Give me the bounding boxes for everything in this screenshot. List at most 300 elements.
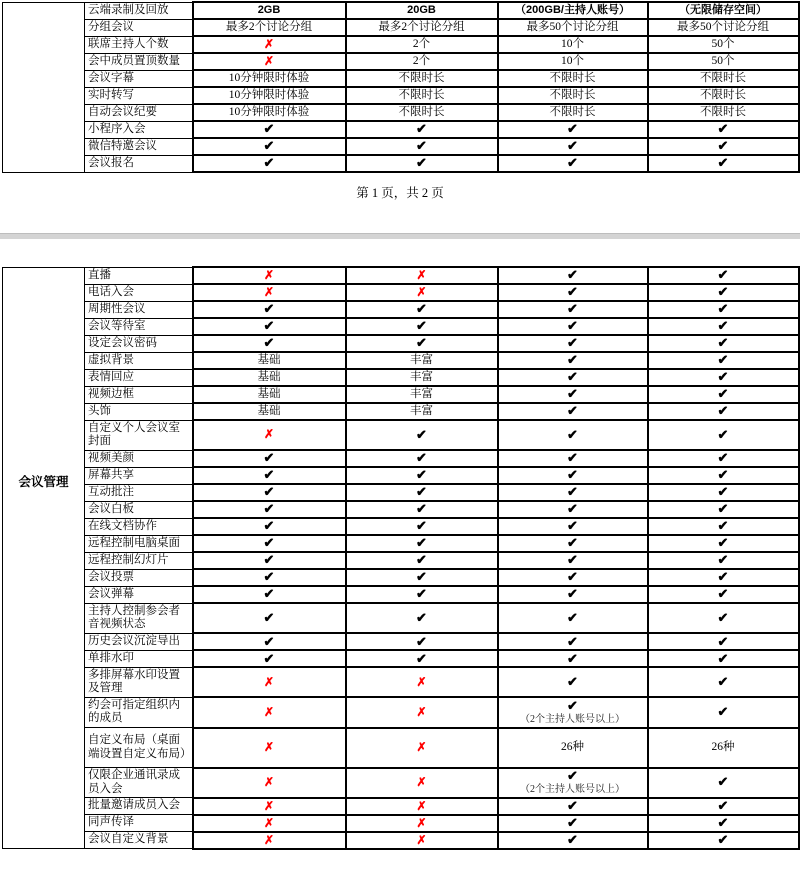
group-label-cell: [3, 267, 85, 849]
table-row: [3, 467, 799, 484]
check-icon: ✔: [717, 301, 729, 317]
value-text: 10分钟限时体验: [228, 105, 310, 118]
value-cell: [193, 518, 346, 535]
check-icon: ✔: [263, 650, 275, 666]
value-cell: [648, 104, 799, 121]
check-icon: ✔: [416, 467, 427, 483]
row-label: 会议弹幕: [85, 586, 193, 603]
value-text: 20GB: [407, 4, 436, 17]
table-row: [3, 832, 799, 849]
row-label: 互动批注: [85, 484, 193, 501]
check-icon: ✔: [717, 155, 729, 171]
table-row: [3, 633, 799, 650]
value-text: 26种: [711, 740, 735, 753]
value-cell: [193, 335, 346, 352]
check-icon: ✔: [263, 335, 275, 351]
table-row: [3, 87, 799, 104]
value-cell: [498, 569, 648, 586]
check-icon: ✔: [416, 121, 427, 137]
row-label: 小程序入会: [85, 121, 193, 138]
value-cell: [346, 518, 498, 535]
value-cell: [193, 728, 346, 768]
value-cell: [193, 420, 346, 450]
value-cell: [346, 768, 498, 798]
value-cell: [498, 53, 648, 70]
value-cell: [498, 352, 648, 369]
value-cell: [346, 267, 498, 284]
value-cell: [193, 697, 346, 727]
check-icon: ✔: [567, 797, 578, 813]
value-cell: [193, 155, 346, 172]
cross-icon: ✗: [416, 267, 427, 282]
value-cell: [648, 386, 799, 403]
check-icon: ✔: [717, 552, 729, 568]
value-cell: [346, 403, 498, 420]
value-cell: [648, 603, 799, 633]
value-cell: [346, 552, 498, 569]
row-label: 虚拟背景: [85, 352, 193, 369]
feature-table-page2-body: [3, 267, 799, 849]
check-icon: ✔: [567, 814, 578, 830]
value-cell: [498, 121, 648, 138]
table-row: [3, 768, 799, 798]
value-text: （200GB/主持人账号）: [515, 4, 630, 17]
table-row: [3, 535, 799, 552]
value-cell: [498, 70, 648, 87]
value-cell: [648, 369, 799, 386]
value-cell: [193, 832, 346, 849]
table-row: [3, 386, 799, 403]
check-icon: ✔: [416, 586, 427, 602]
check-icon: ✔: [567, 535, 578, 551]
table-row: [3, 403, 799, 420]
table-row: [3, 2, 799, 19]
value-cell: [498, 650, 648, 667]
check-icon: ✔: [717, 586, 729, 602]
value-cell: [648, 535, 799, 552]
value-cell: [346, 104, 498, 121]
check-icon: ✔: [263, 586, 275, 602]
check-icon: ✔: [717, 831, 729, 847]
value-cell: [498, 586, 648, 603]
value-cell: [498, 768, 648, 798]
check-icon: ✔: [717, 814, 729, 830]
value-cell: [193, 318, 346, 335]
value-cell: [346, 155, 498, 172]
value-cell: [648, 70, 799, 87]
value-cell: [193, 2, 346, 19]
check-icon: ✔: [263, 484, 275, 500]
table-row: [3, 36, 799, 53]
check-icon: ✔: [416, 552, 427, 568]
row-label: 仅限企业通讯录成员入会: [85, 768, 193, 798]
value-cell: [193, 301, 346, 318]
table-row: [3, 650, 799, 667]
cross-icon: ✗: [416, 674, 427, 689]
table-row: [3, 335, 799, 352]
table-row: [3, 798, 799, 815]
value-cell: [648, 318, 799, 335]
row-label: 微信特邀会议: [85, 138, 193, 155]
check-icon: ✔: [567, 698, 578, 714]
row-label: 联席主持人个数: [85, 36, 193, 53]
value-cell: [498, 815, 648, 832]
value-text: 不限时长: [700, 88, 746, 101]
value-cell: [648, 768, 799, 798]
value-text: 50个: [711, 37, 735, 50]
cross-icon: ✗: [263, 53, 275, 68]
value-cell: [498, 138, 648, 155]
row-label: 会议投票: [85, 569, 193, 586]
table-row: [3, 697, 799, 727]
value-text: 丰富: [410, 387, 433, 400]
value-cell: [346, 450, 498, 467]
value-cell: [346, 501, 498, 518]
cross-icon: ✗: [263, 832, 275, 847]
value-cell: [498, 467, 648, 484]
check-icon: ✔: [567, 121, 578, 137]
value-text: 不限时长: [398, 105, 445, 118]
cross-icon: ✗: [263, 815, 275, 830]
value-cell: [648, 19, 799, 36]
check-icon: ✔: [567, 301, 578, 317]
value-cell: [346, 386, 498, 403]
table-row: [3, 586, 799, 603]
check-icon: ✔: [717, 484, 729, 500]
row-label: 约会可指定组织内的成员: [85, 697, 193, 727]
check-icon: ✔: [567, 335, 578, 351]
value-cell: [648, 650, 799, 667]
value-cell: [648, 301, 799, 318]
value-text: 10个: [561, 54, 584, 67]
check-icon: ✔: [717, 674, 729, 690]
value-cell: [193, 70, 346, 87]
check-icon: ✔: [567, 501, 578, 517]
check-icon: ✔: [416, 501, 427, 517]
value-cell: [648, 450, 799, 467]
value-cell: [498, 87, 648, 104]
row-label: 同声传译: [85, 815, 193, 832]
value-cell: [648, 138, 799, 155]
value-cell: [346, 535, 498, 552]
check-icon: ✔: [567, 284, 578, 300]
value-cell: [193, 19, 346, 36]
row-label: 会议等待室: [85, 318, 193, 335]
value-cell: [498, 832, 648, 849]
check-icon: ✔: [263, 552, 275, 568]
row-label: 在线文档协作: [85, 518, 193, 535]
row-label: 表情回应: [85, 369, 193, 386]
check-icon: ✔: [717, 335, 729, 351]
table-row: [3, 284, 799, 301]
row-label: 电话入会: [85, 284, 193, 301]
check-icon: ✔: [567, 138, 578, 154]
value-cell: [648, 728, 799, 768]
value-cell: [648, 403, 799, 420]
value-cell: [193, 650, 346, 667]
check-icon: ✔: [717, 535, 729, 551]
cross-icon: ✗: [416, 815, 427, 830]
value-cell: [346, 467, 498, 484]
value-cell: [346, 352, 498, 369]
check-icon: ✔: [567, 450, 578, 466]
value-cell: [346, 484, 498, 501]
row-label: 会中成员置顶数量: [85, 53, 193, 70]
cross-icon: ✗: [263, 284, 275, 299]
value-cell: [648, 569, 799, 586]
value-cell: [648, 501, 799, 518]
value-cell: [346, 798, 498, 815]
row-label: 主持人控制参会者音视频状态: [85, 603, 193, 633]
check-icon: ✔: [416, 535, 427, 551]
check-icon: ✔: [416, 138, 427, 154]
value-cell: [498, 667, 648, 697]
value-cell: [193, 284, 346, 301]
table-row: [3, 155, 799, 172]
feature-table-page1: [2, 1, 800, 173]
check-icon: ✔: [567, 610, 578, 626]
value-cell: [498, 267, 648, 284]
value-cell: [498, 386, 648, 403]
check-icon: ✔: [717, 386, 729, 402]
value-cell: [648, 667, 799, 697]
value-text: 2个: [412, 37, 431, 50]
table-row: [3, 70, 799, 87]
check-icon: ✔: [717, 569, 729, 585]
value-cell: [346, 586, 498, 603]
value-cell: [648, 335, 799, 352]
check-icon: ✔: [567, 569, 578, 585]
cross-icon: ✗: [416, 704, 427, 719]
check-icon: ✔: [567, 403, 578, 419]
check-icon: ✔: [717, 797, 729, 813]
check-icon: ✔: [717, 704, 729, 720]
value-cell: [346, 87, 498, 104]
value-cell: [648, 815, 799, 832]
check-icon: ✔: [416, 518, 427, 534]
page-break-divider: [0, 233, 800, 239]
table-row: [3, 53, 799, 70]
value-cell: [346, 832, 498, 849]
value-cell: [346, 318, 498, 335]
check-icon: ✔: [717, 501, 729, 517]
check-icon: ✔: [717, 774, 729, 790]
value-cell: [346, 633, 498, 650]
value-cell: [648, 420, 799, 450]
value-cell: [193, 403, 346, 420]
value-cell: [498, 318, 648, 335]
cross-icon: ✗: [416, 832, 427, 847]
value-text: 丰富: [410, 353, 433, 366]
value-text: 10分钟限时体验: [228, 88, 310, 101]
row-label: 实时转写: [85, 87, 193, 104]
row-label: 远程控制电脑桌面: [85, 535, 193, 552]
value-cell: [648, 155, 799, 172]
table-row: [3, 728, 799, 768]
check-icon: ✔: [717, 267, 729, 283]
check-icon: ✔: [717, 121, 729, 137]
check-icon: ✔: [416, 318, 427, 334]
value-cell: [648, 36, 799, 53]
value-cell: [346, 138, 498, 155]
group-label: 会议管理: [18, 474, 69, 489]
value-cell: [498, 19, 648, 36]
value-cell: [498, 552, 648, 569]
value-cell: [346, 70, 498, 87]
check-icon: ✔: [416, 335, 427, 351]
value-cell: [193, 552, 346, 569]
table-row: [3, 815, 799, 832]
value-cell: [498, 603, 648, 633]
check-icon: ✔: [416, 450, 427, 466]
check-icon: ✔: [567, 633, 578, 649]
table-row: [3, 501, 799, 518]
value-cell: [648, 552, 799, 569]
value-text: 不限时长: [549, 71, 596, 84]
check-icon: ✔: [717, 369, 729, 385]
table-row: [3, 552, 799, 569]
value-text: 不限时长: [549, 88, 596, 101]
table-row: [3, 518, 799, 535]
check-icon: ✔: [717, 426, 729, 442]
value-cell: [193, 484, 346, 501]
feature-table-page1-body: [3, 2, 799, 172]
check-icon: ✔: [567, 586, 578, 602]
value-text: 基础: [257, 370, 281, 383]
row-label: 视频美颜: [85, 450, 193, 467]
value-cell: [193, 586, 346, 603]
value-cell: [498, 403, 648, 420]
check-icon: ✔: [416, 155, 427, 171]
value-cell: [193, 53, 346, 70]
value-cell: [193, 467, 346, 484]
note-text: （2个主持人账号以上）: [520, 783, 625, 795]
value-text: 不限时长: [700, 71, 746, 84]
value-cell: [498, 697, 648, 727]
check-icon: ✔: [717, 403, 729, 419]
check-icon: ✔: [567, 518, 578, 534]
value-text: 26种: [561, 740, 584, 753]
table-row: [3, 420, 799, 450]
row-label: 自定义布局（桌面端设置自定义布局）: [85, 728, 193, 768]
row-label: 周期性会议: [85, 301, 193, 318]
check-icon: ✔: [717, 318, 729, 334]
value-cell: [498, 284, 648, 301]
value-cell: [498, 335, 648, 352]
check-icon: ✔: [717, 138, 729, 154]
value-cell: [498, 2, 648, 19]
row-label: 设定会议密码: [85, 335, 193, 352]
value-cell: [498, 728, 648, 768]
row-label: 屏幕共享: [85, 467, 193, 484]
cross-icon: ✗: [416, 774, 427, 789]
value-cell: [498, 369, 648, 386]
row-label: 会议白板: [85, 501, 193, 518]
table-row: [3, 569, 799, 586]
row-label: 云端录制及回放: [85, 2, 193, 19]
cross-icon: ✗: [416, 284, 427, 299]
value-cell: [193, 36, 346, 53]
value-cell: [648, 267, 799, 284]
cross-icon: ✗: [263, 798, 275, 813]
check-icon: ✔: [567, 352, 578, 368]
table-row: [3, 121, 799, 138]
value-text: 最多2个讨论分组: [378, 20, 465, 33]
check-icon: ✔: [567, 768, 578, 784]
value-cell: [648, 484, 799, 501]
table-row: [3, 603, 799, 633]
value-cell: [346, 369, 498, 386]
value-cell: [648, 352, 799, 369]
check-icon: ✔: [416, 610, 427, 626]
value-cell: [498, 155, 648, 172]
value-text: 丰富: [410, 404, 433, 417]
value-cell: [346, 53, 498, 70]
value-cell: [648, 53, 799, 70]
value-text: 基础: [257, 353, 281, 366]
table-row: [3, 484, 799, 501]
page-number-text: 第 1 页，共 2 页: [356, 186, 444, 200]
check-icon: ✔: [263, 301, 275, 317]
value-cell: [498, 633, 648, 650]
check-icon: ✔: [567, 484, 578, 500]
value-cell: [648, 284, 799, 301]
value-cell: [193, 535, 346, 552]
check-icon: ✔: [717, 352, 729, 368]
table-row: [3, 19, 799, 36]
check-icon: ✔: [567, 674, 578, 690]
row-label: 批量邀请成员入会: [85, 798, 193, 815]
check-icon: ✔: [263, 467, 275, 483]
row-label: 单排水印: [85, 650, 193, 667]
value-text: 不限时长: [398, 71, 445, 84]
check-icon: ✔: [416, 650, 427, 666]
value-text: 不限时长: [398, 88, 445, 101]
value-cell: [498, 484, 648, 501]
value-cell: [498, 501, 648, 518]
value-cell: [346, 420, 498, 450]
check-icon: ✔: [717, 610, 729, 626]
row-label: 分组会议: [85, 19, 193, 36]
value-text: 基础: [257, 387, 281, 400]
check-icon: ✔: [717, 450, 729, 466]
value-cell: [346, 697, 498, 727]
value-cell: [193, 352, 346, 369]
value-cell: [498, 301, 648, 318]
check-icon: ✔: [567, 386, 578, 402]
cross-icon: ✗: [263, 267, 275, 282]
value-cell: [498, 104, 648, 121]
cross-icon: ✗: [263, 36, 275, 51]
value-text: 最多50个讨论分组: [526, 20, 619, 33]
value-cell: [648, 697, 799, 727]
check-icon: ✔: [567, 650, 578, 666]
value-cell: [346, 2, 498, 19]
value-cell: [346, 284, 498, 301]
check-icon: ✔: [263, 121, 275, 137]
check-icon: ✔: [567, 426, 578, 442]
value-cell: [648, 2, 799, 19]
value-text: 2GB: [257, 4, 281, 17]
value-cell: [193, 798, 346, 815]
value-cell: [346, 667, 498, 697]
check-icon: ✔: [416, 301, 427, 317]
value-cell: [193, 569, 346, 586]
cross-icon: ✗: [263, 427, 275, 442]
table-row: [3, 352, 799, 369]
table-row: [3, 369, 799, 386]
row-label: 历史会议沉淀导出: [85, 633, 193, 650]
